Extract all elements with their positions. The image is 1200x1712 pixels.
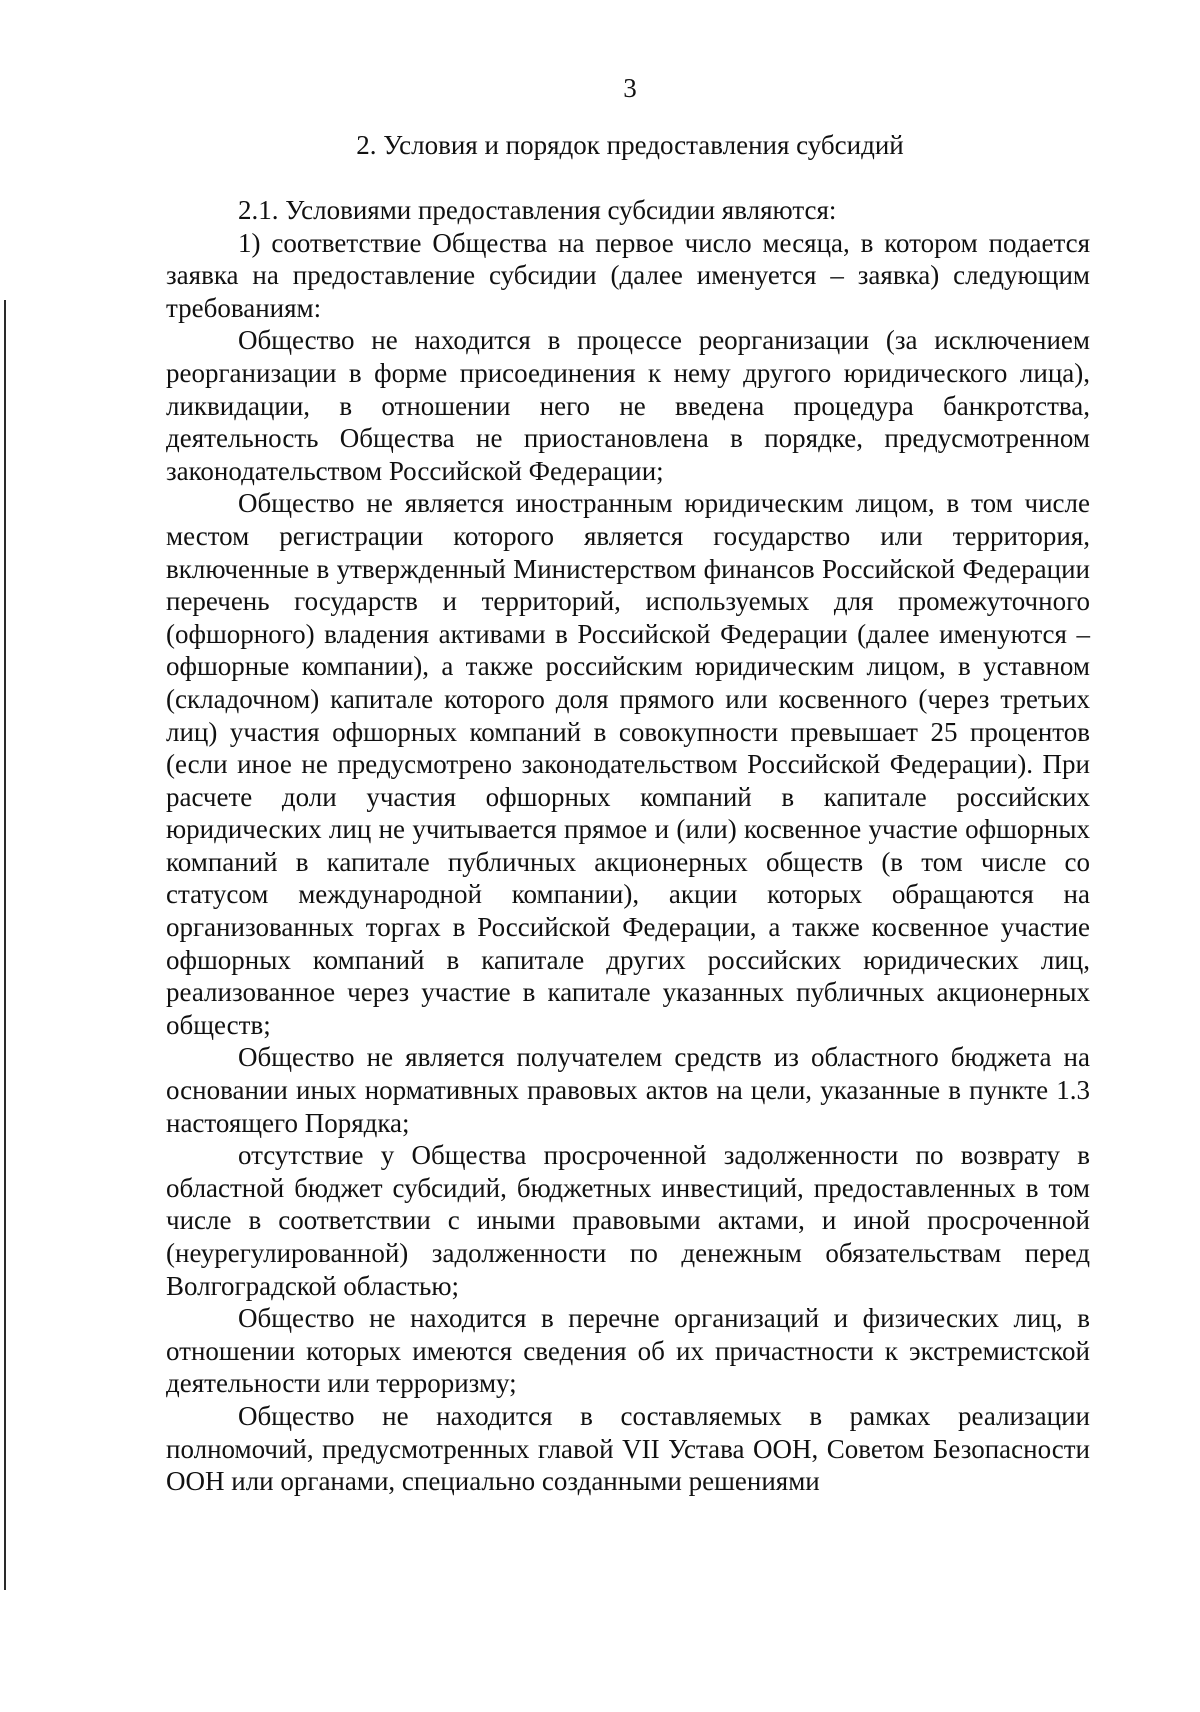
- paragraph-not-budget-recipient: Общество не является получателем средств из областного бюджета на основании иных нормативных правовых актов на цели, указанные в пункте 1.3 настоящего Порядка;: [166, 1042, 1090, 1138]
- paragraph-not-foreign-entity: Общество не является иностранным юридическим лицом, в том числе местом регистрации которого является государство или территория, включенные в утвержденный Министерством финансов Российской Федерации перечень государств и территорий, используемых для промежуточного (офшорного) владения активами в Российской Федерации (далее именуются – офшорные компании), а также российским юридическим лицом, в уставном (складочном) капитале которого доля прямого или косвенного (через третьих лиц) участия офшорных компаний в совокупности превышает 25 процентов (если иное не предусмотрено законодательством Российской Федерации). При расчете доли участия офшорных компаний в капитале российских юридических лиц не учитывается прямое и (или) косвенное участие офшорных компаний в капитале публичных акционерных обществ (в том числе со статусом международной компании), акции которых обращаются на организованных торгах в Российской Федерации, а также косвенное участие офшорных компаний в капитале других российских юридических лиц, реализованное через участие в капитале указанных публичных акционерных обществ;: [166, 488, 1090, 1040]
- paragraph-not-in-un-lists: Общество не находится в составляемых в рамках реализации полномочий, предусмотренных главой VII Устава ООН, Советом Безопасности ООН или органами, специально созданными решениями: [166, 1400, 1090, 1497]
- paragraph-requirement-1: 1) соответствие Общества на первое число месяца, в котором подается заявка на предоставление субсидии (далее именуется – заявка) следующим требованиям:: [166, 227, 1090, 323]
- scan-edge-line: [4, 300, 6, 1590]
- paragraph-no-overdue-debt: отсутствие у Общества просроченной задолженности по возврату в областной бюджет субсидий, бюджетных инвестиций, предоставленных в том числе в соответствии с иными правовыми актами, и иной просроченной (неурегулированной) задолженности по денежным обязательствам перед Волгоградской областью;: [166, 1140, 1090, 1301]
- paragraph-not-in-extremism-list: Общество не находится в перечне организаций и физических лиц, в отношении которых имеются сведения об их причастности к экстремистской деятельности или терроризму;: [166, 1303, 1090, 1399]
- paragraph-conditions-intro: 2.1. Условиями предоставления субсидии являются:: [238, 195, 837, 225]
- section-heading: 2. Условия и порядок предоставления субсидий: [356, 130, 904, 160]
- body-text: [166, 194, 1090, 1498]
- paragraph-no-reorganization: Общество не находится в процессе реорганизации (за исключением реорганизации в форме присоединения к нему другого юридического лица), ликвидации, в отношении него не введена процедура банкротства, деятельность Общества не приостановлена в порядке, предусмотренном законодательством Российской Федерации;: [166, 325, 1090, 486]
- page-number: 3: [623, 73, 637, 103]
